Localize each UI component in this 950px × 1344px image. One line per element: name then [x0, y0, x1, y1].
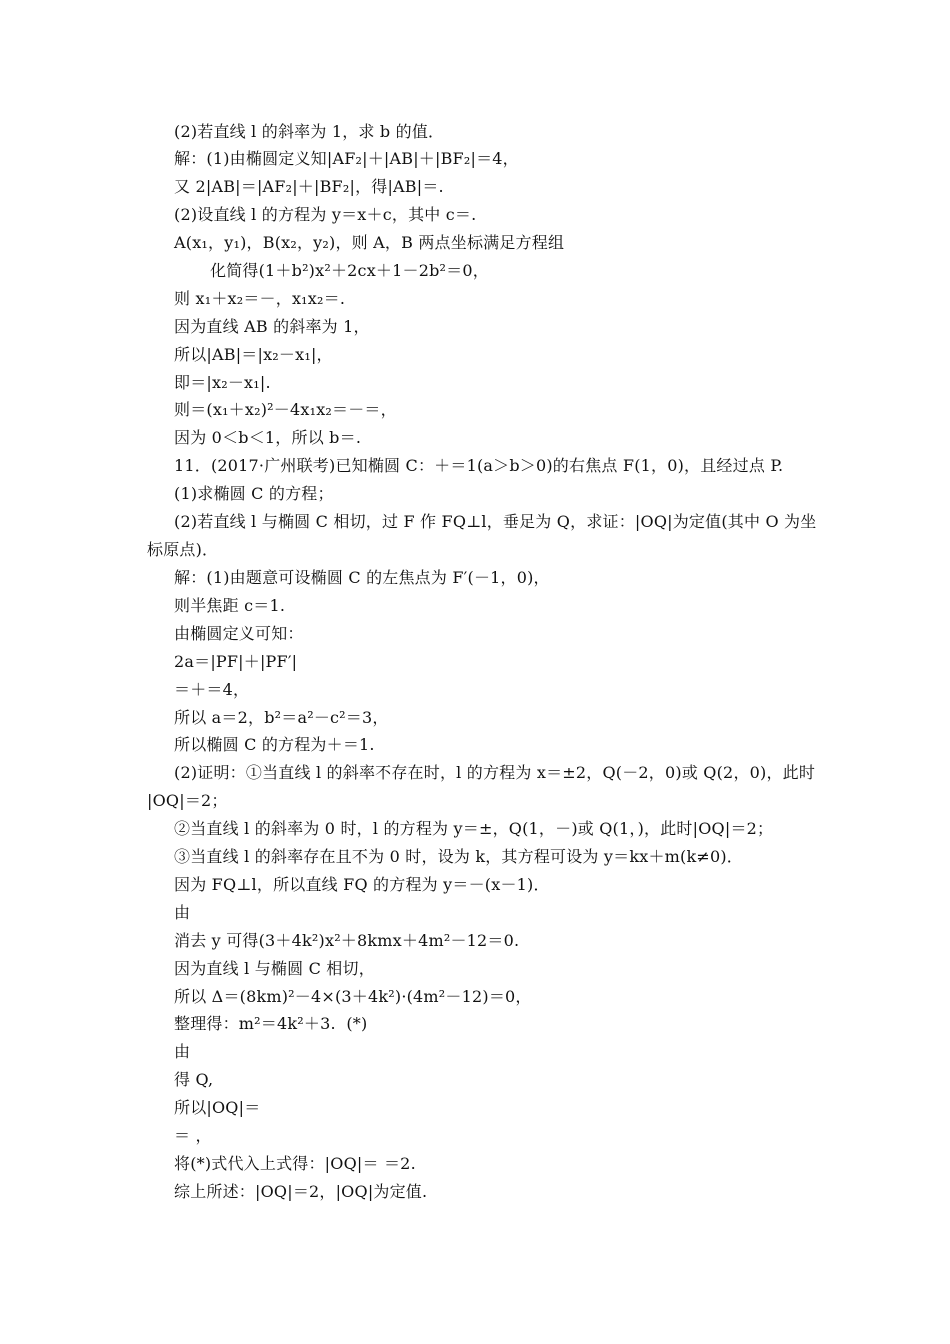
text-line: ②当直线 l 的斜率为 0 时，l 的方程为 y＝±，Q(1，－)或 Q(1，)，此时|OQ|＝2；: [174, 819, 774, 838]
text-line: 所以 Δ＝(8km)²－4×(3＋4k²)·(4m²－12)＝0，: [174, 987, 532, 1006]
text-line: 因为直线 AB 的斜率为 1，: [174, 317, 370, 336]
text-line: 消去 y 可得(3＋4k²)x²＋8kmx＋4m²－12＝0.: [174, 931, 520, 950]
text-line: 因为直线 l 与椭圆 C 相切，: [174, 959, 375, 978]
text-line: 则 x₁＋x₂＝－，x₁x₂＝.: [174, 289, 346, 308]
text-line: 因为 0＜b＜1，所以 b＝.: [174, 428, 362, 447]
text-line: 由椭圆定义可知：: [174, 624, 304, 643]
text-line: ③当直线 l 的斜率存在且不为 0 时，设为 k，其方程可设为 y＝kx＋m(k≠0)．: [174, 847, 744, 866]
text-line: |OQ|＝2；: [147, 791, 228, 810]
text-line: 则半焦距 c＝1.: [174, 596, 286, 615]
text-line: (2)若直线 l 的斜率为 1，求 b 的值．: [174, 122, 445, 141]
text-line: A(x₁，y₁)，B(x₂，y₂)，则 A，B 两点坐标满足方程组: [174, 233, 565, 252]
text-line: (2)设直线 l 的方程为 y＝x＋c，其中 c＝.: [174, 205, 477, 224]
text-line: (1)求椭圆 C 的方程；: [174, 484, 334, 503]
text-line: ＝ ，: [174, 1126, 212, 1145]
text-line: ＝＋＝4，: [174, 680, 250, 699]
text-line: 解：(1)由题意可设椭圆 C 的左焦点为 F′(－1，0)，: [174, 568, 550, 587]
problem-11-statement: 11．(2017·广州联考)已知椭圆 C：＋＝1(a＞b＞0)的右焦点 F(1，0)，且经过点 P.: [174, 456, 784, 475]
text-line: 又 2|AB|＝|AF₂|＋|BF₂|，得|AB|＝.: [174, 177, 444, 196]
text-line: 所以椭圆 C 的方程为＋＝1.: [174, 735, 375, 754]
text-line: 由: [174, 903, 191, 922]
text-line: 即＝|x₂－x₁|.: [174, 373, 271, 392]
text-line: 得 Q,: [174, 1070, 214, 1089]
text-line: 由: [174, 1042, 191, 1061]
text-line: (2)若直线 l 与椭圆 C 相切，过 F 作 FQ⊥l，垂足为 Q，求证：|OQ|为定值(其中 O 为坐: [174, 512, 817, 531]
text-line: (2)证明：①当直线 l 的斜率不存在时，l 的方程为 x＝±2，Q(－2，0)或 Q(2，0)，此时: [174, 763, 816, 782]
text-line: 整理得：m²＝4k²＋3. (*): [174, 1014, 368, 1033]
text-line: 因为 FQ⊥l，所以直线 FQ 的方程为 y＝－(x－1)．: [174, 875, 550, 894]
text-line: 标原点)．: [147, 540, 219, 559]
text-line: 则＝(x₁＋x₂)²－4x₁x₂＝－＝，: [174, 400, 397, 419]
text-line: 2a＝|PF|＋|PF′|: [174, 652, 298, 671]
conclusion-line: 综上所述：|OQ|＝2，|OQ|为定值.: [174, 1182, 428, 1201]
text-line: 化简得(1＋b²)x²＋2cx＋1－2b²＝0，: [210, 261, 489, 280]
text-line: 所以 a＝2，b²＝a²－c²＝3，: [174, 708, 389, 727]
text-line: 所以|OQ|＝: [174, 1098, 261, 1117]
text-line: 将(*)式代入上式得：|OQ|＝ ＝2.: [174, 1154, 416, 1173]
text-line: 所以|AB|＝|x₂－x₁|，: [174, 345, 333, 364]
text-line: 解：(1)由椭圆定义知|AF₂|＋|AB|＋|BF₂|＝4，: [174, 149, 519, 168]
